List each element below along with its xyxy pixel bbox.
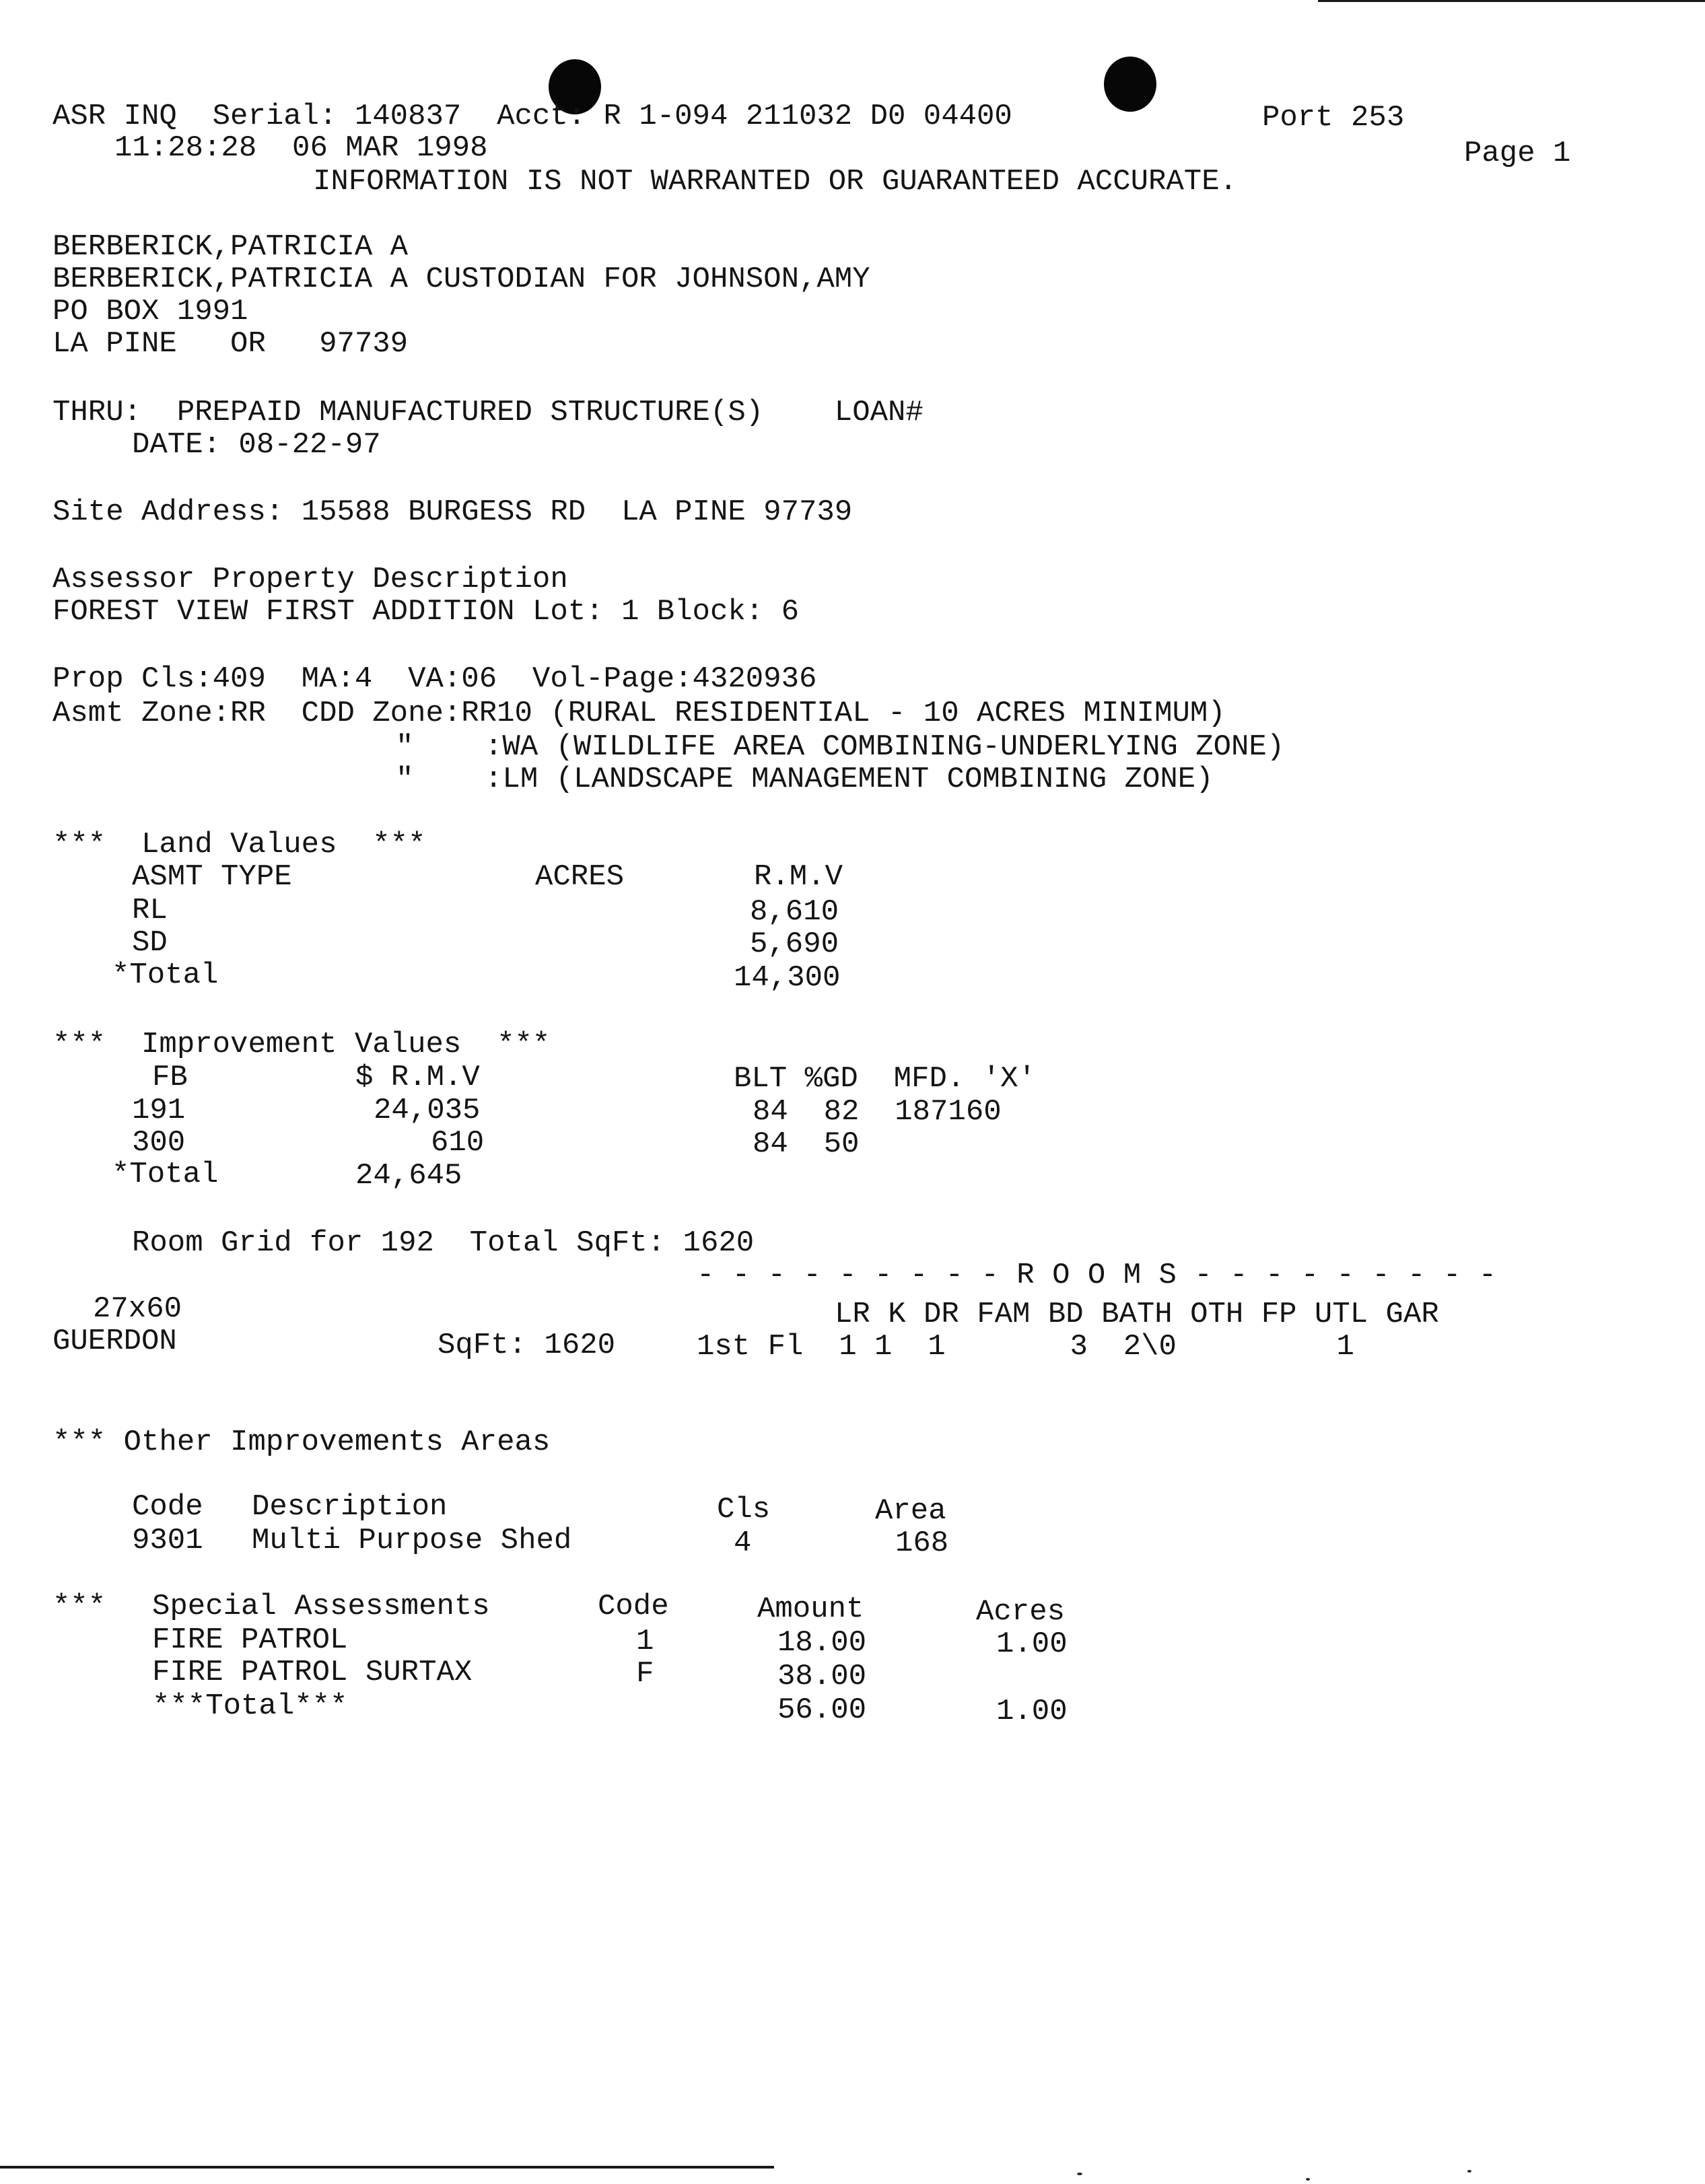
- land-row-type: RL: [132, 894, 168, 927]
- disclaimer: INFORMATION IS NOT WARRANTED OR GUARANTEED ACCURATE.: [313, 165, 1238, 199]
- land-total-rmv: 14,300: [734, 961, 841, 995]
- land-row-type: SD: [132, 926, 168, 960]
- land-col-type: ASMT TYPE: [132, 860, 292, 894]
- scan-speck: [1077, 2173, 1082, 2175]
- thru-line: THRU: PREPAID MANUFACTURED STRUCTURE(S) LOAN#: [53, 396, 924, 429]
- room-grid-size: 27x60: [93, 1292, 182, 1326]
- land-values-heading: *** Land Values ***: [53, 828, 426, 861]
- room-grid-make: GUERDON: [53, 1325, 177, 1358]
- special-row-amount: 18.00: [777, 1626, 867, 1660]
- special-col-amount: Amount: [757, 1592, 864, 1626]
- land-col-acres: ACRES: [535, 860, 625, 894]
- page-number: Page 1: [1464, 137, 1571, 170]
- special-col-code: Code: [598, 1590, 669, 1623]
- scan-speck: [1306, 2178, 1310, 2181]
- room-grid-title: Room Grid for 192 Total SqFt: 1620: [132, 1226, 755, 1260]
- improvement-row-rmv: 24,035: [374, 1094, 481, 1127]
- land-row-rmv: 8,610: [750, 895, 839, 929]
- other-improvements-heading: *** Other Improvements Areas: [53, 1425, 551, 1459]
- special-row-name: FIRE PATROL: [152, 1623, 348, 1657]
- improvement-col-fb: FB: [152, 1061, 188, 1094]
- owner-custodian: BERBERICK,PATRICIA A CUSTODIAN FOR JOHNSON,AMY: [53, 262, 870, 296]
- land-row-rmv: 5,690: [750, 927, 839, 961]
- zone-line-1: Asmt Zone:RR CDD Zone:RR10 (RURAL RESIDENTIAL - 10 ACRES MINIMUM): [53, 697, 1226, 730]
- improvement-total-rmv: 24,645: [355, 1159, 462, 1193]
- improvement-total-label: *Total: [112, 1158, 219, 1191]
- improvement-row-fb: 191: [132, 1094, 186, 1127]
- thru-date: DATE: 08-22-97: [132, 428, 381, 462]
- header-timestamp: 11:28:28 06 MAR 1998: [114, 131, 488, 165]
- scan-speck: [1467, 2170, 1471, 2173]
- header-line-1: ASR INQ Serial: 140837 Acct: R 1-094 211032 D0 04400: [53, 100, 1012, 133]
- other-col-cls: Cls: [717, 1493, 771, 1526]
- zone-line-3: " :LM (LANDSCAPE MANAGEMENT COMBINING ZONE): [396, 763, 1214, 796]
- property-description: FOREST VIEW FIRST ADDITION Lot: 1 Block: 6: [53, 595, 799, 629]
- improvement-row-blt: 84 50: [753, 1127, 860, 1161]
- other-col-description: Description: [252, 1490, 448, 1524]
- room-grid-floor-row: 1st Fl 1 1 1 3 2\0 1: [697, 1330, 1354, 1364]
- other-row-area: 168: [895, 1526, 949, 1560]
- other-row-code: 9301: [132, 1524, 203, 1557]
- special-row-code: F: [636, 1657, 654, 1691]
- owner-address-1: PO BOX 1991: [53, 295, 248, 328]
- owner-name: BERBERICK,PATRICIA A: [53, 230, 409, 264]
- improvement-values-heading: *** Improvement Values ***: [53, 1028, 551, 1061]
- zone-line-2: " :WA (WILDLIFE AREA COMBINING-UNDERLYING ZONE): [396, 730, 1285, 764]
- other-row-cls: 4: [734, 1526, 752, 1560]
- special-total-amount: 56.00: [777, 1693, 867, 1727]
- special-row-code: 1: [636, 1625, 654, 1658]
- top-edge-line: [1318, 0, 1705, 2]
- improvement-row-rmv: 610: [431, 1126, 485, 1160]
- improvement-col-rmv: $ R.M.V: [355, 1061, 480, 1094]
- owner-address-2: LA PINE OR 97739: [53, 327, 409, 361]
- property-class-line: Prop Cls:409 MA:4 VA:06 Vol-Page:4320936: [53, 662, 817, 696]
- property-heading: Assessor Property Description: [53, 563, 568, 596]
- other-row-description: Multi Purpose Shed: [252, 1524, 572, 1557]
- punch-hole-right: [1104, 57, 1156, 112]
- special-row-amount: 38.00: [777, 1660, 867, 1693]
- bottom-edge-line: [0, 2166, 774, 2169]
- special-col-acres: Acres: [976, 1595, 1066, 1629]
- improvement-row-fb: 300: [132, 1126, 186, 1160]
- other-col-area: Area: [875, 1494, 946, 1528]
- room-grid-columns: LR K DR FAM BD BATH OTH FP UTL GAR: [835, 1298, 1439, 1331]
- land-col-rmv: R.M.V: [754, 860, 843, 894]
- rooms-header: - - - - - - - - - R O O M S - - - - - - - - -: [697, 1259, 1497, 1292]
- port-label: Port 253: [1262, 101, 1405, 135]
- special-assessments-stars: ***: [53, 1590, 106, 1623]
- land-total-label: *Total: [112, 958, 219, 992]
- other-col-code: Code: [132, 1490, 203, 1524]
- site-address: Site Address: 15588 BURGESS RD LA PINE 97739: [53, 495, 853, 529]
- improvement-row-blt: 84 82 187160: [753, 1095, 1002, 1129]
- special-row-acres: 1.00: [996, 1627, 1068, 1661]
- special-assessments-heading: Special Assessments: [152, 1590, 490, 1623]
- special-total-label: ***Total***: [152, 1689, 348, 1723]
- room-grid-sqft: SqFt: 1620: [438, 1329, 616, 1362]
- special-total-acres: 1.00: [996, 1695, 1068, 1728]
- special-row-name: FIRE PATROL SURTAX: [152, 1656, 473, 1689]
- improvement-col-blt: BLT %GD MFD. 'X': [734, 1062, 1036, 1096]
